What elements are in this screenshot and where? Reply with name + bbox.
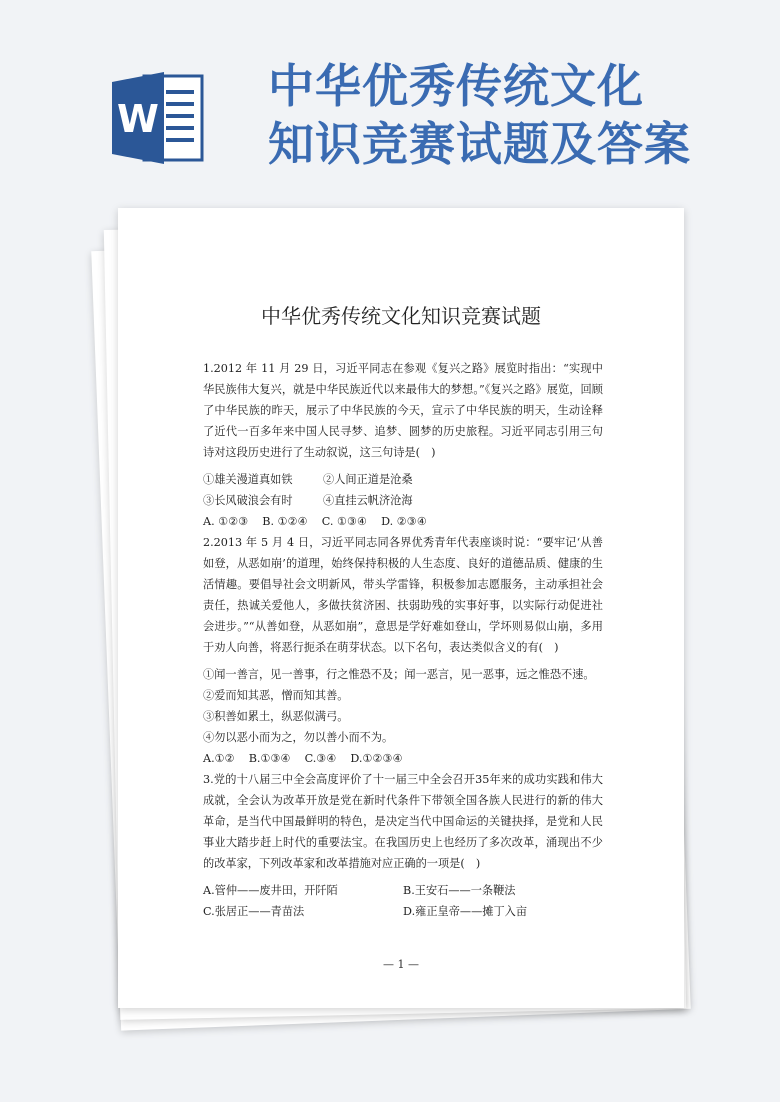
q1-answer-c: C. ①③④: [321, 515, 368, 528]
q2-answer-b: B.①③④: [248, 752, 291, 765]
question-1-options-row2: [203, 490, 603, 511]
q1-option-3: ③长风破浪会有时: [203, 494, 293, 507]
q1-answer-d: D. ②③④: [381, 515, 427, 528]
question-1-answers: [203, 511, 603, 532]
question-3-options-row2: [203, 901, 603, 922]
q2-option-4: ④勿以恶小而为之，勿以善小而不为。: [203, 731, 394, 744]
q1-answer-b: B. ①②④: [262, 515, 308, 528]
q3-option-a: A.管仲——废井田，开阡陌: [203, 884, 338, 897]
banner-title-line2: 知识竞赛试题及答案: [268, 117, 691, 171]
q1-option-4: ④直挂云帆济沧海: [323, 494, 413, 507]
question-1-text: 1.2012 年 11 月 29 日，习近平同志在参观《复兴之路》展览时指出：“实现中华民族伟大复兴，就是中华民族近代以来最伟大的梦想。”《复兴之路》展览，回顾了中华民族的昨天，展示了中华民族的今天，宣示了中华民族的明天，生动诠释了近代一百多年来中国人民寻梦、追梦、圆梦的历史旅程。习近平同志引用三句诗对这段历史进行了生动叙说，这三句诗是( ): [203, 362, 603, 459]
word-icon: [110, 68, 206, 168]
header: [0, 0, 780, 200]
question-1-options-row1: [203, 469, 603, 490]
page-number: — 1 —: [383, 958, 419, 971]
q2-option-2: ②爱而知其恶，憎而知其善。: [203, 689, 349, 702]
q3-option-b: B.王安石——一条鞭法: [403, 884, 516, 897]
document-content: [203, 358, 603, 922]
q1-option-2: ②人间正道是沧桑: [323, 473, 413, 486]
banner-title-line1: 中华优秀传统文化: [268, 59, 644, 113]
question-2-text: 2.2013 年 5 月 4 日，习近平同志同各界优秀青年代表座谈时说：“要牢记‘从善如登，从恶如崩’的道理，始终保持积极的人生态度、良好的道德品质、健康的生活情趣。要倡导社会文明新风，带头学雷锋，积极参加志愿服务，主动承担社会责任，热诚关爱他人，多做扶贫济困、扶弱助残的实事好事，以实际行动促进社会进步。”“从善如登，从恶如崩”，意思是学好难如登山，学坏则易似山崩，多用于劝人向善，将恶行扼杀在萌芽状态。以下名句，表达类似含义的有( ): [203, 536, 603, 654]
document-page: [118, 208, 684, 1008]
q2-answer-a: A.①②: [203, 752, 235, 765]
q2-option-3: ③积善如累土，纵恶似满弓。: [203, 710, 349, 723]
q3-option-d: D.雍正皇帝——摊丁入亩: [403, 905, 528, 918]
question-3-options-row1: [203, 880, 603, 901]
q2-answer-d: D.①②③④: [350, 752, 403, 765]
question-2-answers: [203, 748, 603, 769]
question-3-text: 3.党的十八届三中全会高度评价了十一届三中全会召开35年来的成功实践和伟大成就，全会认为改革开放是党在新时代条件下带领全国各族人民进行的新的伟大革命，是当代中国最鲜明的特色，是决定当代中国命运的关键抉择，是党和人民事业大踏步赶上时代的重要法宝。在我国历史上也经历了多次改革，涌现出不少的改革家，下列改革家和改革措施对应正确的一项是( ): [203, 773, 603, 870]
document-title: 中华优秀传统文化知识竞赛试题: [261, 304, 541, 328]
q2-option-1: ①闻一善言，见一善事，行之惟恐不及；闻一恶言，见一恶事，远之惟恐不速。: [203, 668, 595, 681]
q1-option-1: ①雄关漫道真如铁: [203, 473, 293, 486]
svg-text:W: W: [117, 97, 159, 141]
q1-answer-a: A. ①②③: [203, 515, 249, 528]
q2-answer-c: C.③④: [304, 752, 337, 765]
q3-option-c: C.张居正——青苗法: [203, 905, 305, 918]
